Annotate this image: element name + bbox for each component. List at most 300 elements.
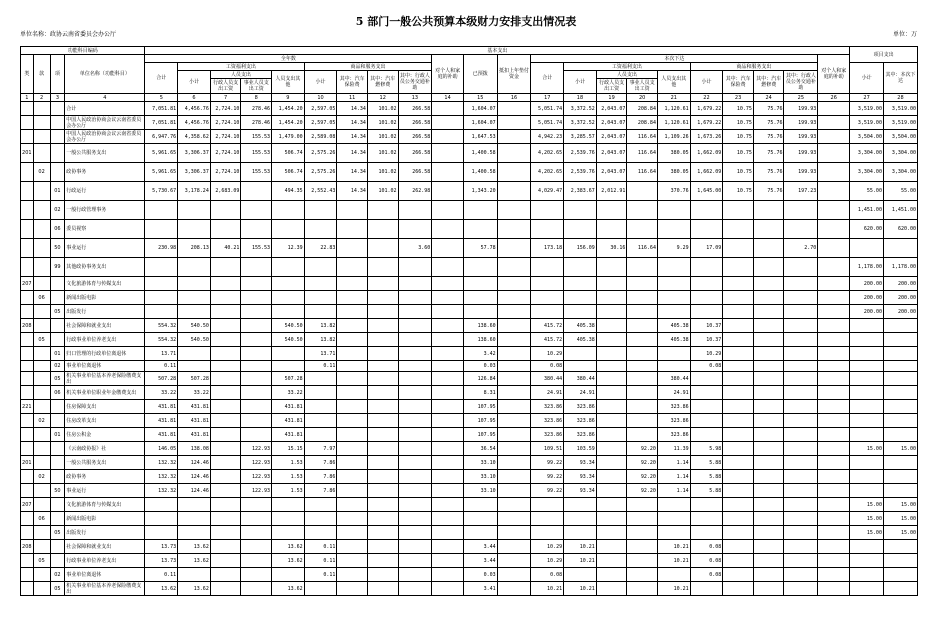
value-cell	[657, 361, 690, 372]
value-cell	[497, 582, 531, 596]
value-cell	[690, 372, 723, 386]
func-code-cell	[33, 201, 50, 220]
column-number: 22	[690, 94, 723, 102]
value-cell	[272, 498, 305, 512]
value-cell	[367, 201, 398, 220]
value-cell	[596, 526, 627, 540]
value-cell	[753, 239, 784, 258]
value-cell: 116.64	[627, 130, 658, 144]
value-cell	[690, 277, 723, 291]
value-cell: 620.00	[883, 220, 917, 239]
value-cell: 1,178.00	[883, 258, 917, 277]
value-cell: 1,662.09	[690, 144, 723, 163]
value-cell	[657, 291, 690, 305]
value-cell	[596, 414, 627, 428]
value-cell	[753, 442, 784, 456]
value-cell	[398, 568, 432, 582]
value-cell: 507.28	[145, 372, 178, 386]
value-cell	[145, 512, 178, 526]
func-code-cell: 201	[21, 144, 34, 163]
value-cell	[627, 540, 658, 554]
value-cell: 40.21	[210, 239, 241, 258]
func-code-cell: 208	[21, 540, 34, 554]
value-cell	[241, 305, 272, 319]
value-cell	[596, 470, 627, 484]
value-cell	[723, 470, 754, 484]
value-cell	[497, 277, 531, 291]
func-code-cell	[21, 442, 34, 456]
value-cell: 494.35	[272, 182, 305, 201]
func-code-cell	[21, 182, 34, 201]
table-row	[21, 258, 918, 277]
value-cell	[178, 512, 211, 526]
value-cell	[723, 554, 754, 568]
value-cell: 323.86	[531, 428, 564, 442]
value-cell	[883, 582, 917, 596]
value-cell	[723, 386, 754, 400]
column-number: 13	[398, 94, 432, 102]
value-cell	[241, 400, 272, 414]
value-cell	[432, 130, 464, 144]
value-cell: 2,724.10	[210, 163, 241, 182]
value-cell	[497, 144, 531, 163]
func-code-cell: 02	[50, 361, 65, 372]
value-cell	[367, 442, 398, 456]
project-header: 项目支出	[850, 47, 918, 63]
func-code-cell: 02	[33, 470, 50, 484]
value-cell: 323.86	[531, 400, 564, 414]
value-cell: 107.95	[463, 428, 497, 442]
value-cell	[463, 291, 497, 305]
value-cell: 3,306.37	[178, 163, 211, 182]
value-cell	[657, 526, 690, 540]
value-cell	[627, 568, 658, 582]
value-cell	[337, 498, 368, 512]
value-cell	[367, 554, 398, 568]
value-cell	[241, 526, 272, 540]
value-cell	[398, 347, 432, 361]
value-cell	[883, 372, 917, 386]
value-cell	[596, 220, 627, 239]
xiang-header: 项	[50, 55, 65, 94]
value-cell	[627, 333, 658, 347]
value-cell	[723, 277, 754, 291]
value-cell	[818, 568, 850, 582]
func-code-cell	[50, 400, 65, 414]
value-cell	[596, 540, 627, 554]
value-cell: 101.02	[367, 144, 398, 163]
value-cell	[627, 400, 658, 414]
func-code-cell	[21, 347, 34, 361]
value-cell	[723, 347, 754, 361]
value-cell	[690, 220, 723, 239]
func-code-cell	[33, 220, 50, 239]
value-cell	[753, 540, 784, 554]
value-cell	[531, 305, 564, 319]
table-row	[21, 116, 918, 130]
value-cell: 3.44	[463, 554, 497, 568]
func-code-cell	[21, 484, 34, 498]
value-cell: 4,029.47	[531, 182, 564, 201]
value-cell	[497, 484, 531, 498]
table-row	[21, 400, 918, 414]
value-cell: 155.53	[241, 144, 272, 163]
table-body	[21, 102, 918, 596]
value-cell	[596, 484, 627, 498]
value-cell: 199.93	[784, 163, 818, 182]
value-cell	[850, 428, 884, 442]
value-cell: 3,504.00	[883, 130, 917, 144]
value-cell: 13.62	[178, 582, 211, 596]
func-code-cell	[33, 347, 50, 361]
value-cell	[883, 428, 917, 442]
value-cell: 155.53	[241, 163, 272, 182]
value-cell	[241, 258, 272, 277]
value-cell	[398, 540, 432, 554]
value-cell	[497, 442, 531, 456]
value-cell: 4,456.76	[178, 116, 211, 130]
value-cell	[432, 540, 464, 554]
value-cell	[784, 582, 818, 596]
value-cell	[432, 386, 464, 400]
table-row	[21, 372, 918, 386]
value-cell	[596, 498, 627, 512]
value-cell	[304, 277, 337, 291]
value-cell	[210, 291, 241, 305]
value-cell: 200.00	[850, 305, 884, 319]
value-cell: 5,961.65	[145, 144, 178, 163]
value-cell: 3,372.52	[564, 102, 597, 116]
value-cell	[531, 258, 564, 277]
row-label: 归口管理的行政单位离退休	[65, 347, 145, 361]
value-cell: 33.22	[272, 386, 305, 400]
value-cell	[367, 456, 398, 470]
value-cell	[690, 400, 723, 414]
value-cell	[497, 428, 531, 442]
value-cell: 107.95	[463, 414, 497, 428]
value-cell	[367, 386, 398, 400]
value-cell: 156.09	[564, 239, 597, 258]
value-cell	[178, 305, 211, 319]
value-cell	[784, 470, 818, 484]
value-cell	[818, 305, 850, 319]
value-cell	[398, 582, 432, 596]
value-cell	[850, 361, 884, 372]
value-cell: 1.14	[657, 484, 690, 498]
func-code-cell	[33, 277, 50, 291]
column-number: 1	[21, 94, 34, 102]
value-cell: 2,589.08	[304, 130, 337, 144]
value-cell	[210, 361, 241, 372]
value-cell	[818, 102, 850, 116]
value-cell: 57.78	[463, 239, 497, 258]
value-cell: 431.81	[145, 400, 178, 414]
value-cell	[241, 568, 272, 582]
value-cell: 3,519.00	[850, 102, 884, 116]
func-code-cell	[50, 333, 65, 347]
value-cell: 1,454.20	[272, 116, 305, 130]
value-cell: 323.86	[531, 414, 564, 428]
value-cell: 15.15	[272, 442, 305, 456]
value-cell: 3,372.52	[564, 116, 597, 130]
value-cell	[753, 400, 784, 414]
value-cell	[784, 319, 818, 333]
value-cell	[432, 372, 464, 386]
func-code-cell	[33, 582, 50, 596]
row-label: 一般公共服务支出	[65, 144, 145, 163]
unit-func-header: 单位名称（功能科目）	[65, 55, 145, 94]
value-cell	[627, 582, 658, 596]
value-cell	[241, 498, 272, 512]
value-cell	[627, 305, 658, 319]
func-code-header: 功能科目编码	[21, 47, 145, 55]
value-cell	[210, 442, 241, 456]
value-cell: 7.86	[304, 484, 337, 498]
value-cell	[531, 512, 564, 526]
row-label: 《云南政协报》社	[65, 442, 145, 456]
admin-traffic-header-2: 其中：行政人员公务交通补助	[784, 71, 818, 94]
func-code-cell	[50, 319, 65, 333]
admin-salary-header: 行政人员支出工资	[210, 79, 241, 94]
value-cell	[690, 414, 723, 428]
value-cell	[564, 201, 597, 220]
value-cell: 3,304.00	[883, 144, 917, 163]
value-cell: 13.82	[304, 319, 337, 333]
value-cell	[564, 220, 597, 239]
value-cell	[784, 512, 818, 526]
value-cell: 1,604.07	[463, 116, 497, 130]
value-cell: 3.41	[463, 582, 497, 596]
value-cell	[497, 400, 531, 414]
admin-traffic-header: 其中：行政人员公务交通补助	[398, 71, 432, 94]
value-cell: 0.11	[304, 554, 337, 568]
value-cell: 1,178.00	[850, 258, 884, 277]
value-cell: 13.71	[145, 347, 178, 361]
value-cell	[398, 319, 432, 333]
value-cell	[398, 442, 432, 456]
value-cell: 33.22	[178, 386, 211, 400]
value-cell: 0.03	[463, 568, 497, 582]
value-cell: 200.00	[850, 277, 884, 291]
value-cell	[627, 512, 658, 526]
value-cell: 101.02	[367, 163, 398, 182]
value-cell: 10.75	[723, 116, 754, 130]
value-cell: 3,178.24	[178, 182, 211, 201]
car-ins-header: 其中：汽车保险费	[337, 71, 368, 94]
value-cell	[463, 201, 497, 220]
value-cell	[432, 582, 464, 596]
column-number: 2	[33, 94, 50, 102]
value-cell: 3,306.37	[178, 144, 211, 163]
value-cell	[241, 347, 272, 361]
value-cell	[564, 277, 597, 291]
value-cell	[690, 512, 723, 526]
car-fuel-header-2: 其中：汽车燃修费	[753, 71, 784, 94]
value-cell	[657, 568, 690, 582]
row-label: 一般行政管理事务	[65, 201, 145, 220]
value-cell: 10.29	[690, 347, 723, 361]
table-row	[21, 319, 918, 333]
value-cell	[596, 333, 627, 347]
value-cell	[210, 386, 241, 400]
value-cell	[367, 319, 398, 333]
value-cell: 2,383.67	[564, 182, 597, 201]
func-code-cell	[33, 498, 50, 512]
value-cell: 7.86	[304, 456, 337, 470]
value-cell: 278.46	[241, 116, 272, 130]
column-number: 19	[596, 94, 627, 102]
value-cell	[272, 512, 305, 526]
family-subsidy-header-2: 对个人和家庭的补助	[818, 55, 850, 94]
func-code-cell	[50, 442, 65, 456]
value-cell: 11.39	[657, 442, 690, 456]
value-cell: 3,519.00	[883, 116, 917, 130]
row-label: 住房保障支出	[65, 400, 145, 414]
value-cell: 10.75	[723, 102, 754, 116]
value-cell	[337, 442, 368, 456]
value-cell	[145, 526, 178, 540]
value-cell	[818, 512, 850, 526]
value-cell	[883, 554, 917, 568]
value-cell	[784, 277, 818, 291]
value-cell	[367, 333, 398, 347]
value-cell: 126.84	[463, 372, 497, 386]
value-cell	[367, 361, 398, 372]
value-cell	[241, 386, 272, 400]
value-cell	[657, 220, 690, 239]
value-cell	[883, 456, 917, 470]
value-cell	[432, 258, 464, 277]
column-number: 23	[723, 94, 754, 102]
value-cell	[596, 386, 627, 400]
value-cell	[564, 512, 597, 526]
value-cell: 155.53	[241, 239, 272, 258]
value-cell: 101.02	[367, 182, 398, 201]
value-cell	[432, 456, 464, 470]
value-cell	[753, 554, 784, 568]
value-cell: 10.29	[531, 554, 564, 568]
value-cell: 431.81	[272, 428, 305, 442]
value-cell: 0.08	[531, 361, 564, 372]
value-cell	[784, 568, 818, 582]
value-cell	[398, 361, 432, 372]
value-cell	[210, 568, 241, 582]
value-cell	[818, 144, 850, 163]
value-cell	[657, 277, 690, 291]
value-cell: 7,051.81	[145, 102, 178, 116]
personnel-header: 人员支出	[210, 71, 271, 79]
value-cell	[723, 512, 754, 526]
goods-subtotal-header-2: 小计	[690, 71, 723, 94]
value-cell: 14.34	[337, 102, 368, 116]
row-label: 住房改革支出	[65, 414, 145, 428]
value-cell	[241, 554, 272, 568]
column-number: 3	[50, 94, 65, 102]
subtotal-header: 小计	[178, 71, 211, 94]
value-cell	[398, 201, 432, 220]
value-cell: 93.34	[564, 470, 597, 484]
value-cell: 10.29	[531, 347, 564, 361]
value-cell	[367, 305, 398, 319]
value-cell	[818, 554, 850, 568]
salary-header-2: 工资福利支出	[564, 63, 691, 71]
value-cell: 5.98	[690, 442, 723, 456]
value-cell	[753, 372, 784, 386]
value-cell	[657, 498, 690, 512]
func-code-cell	[33, 540, 50, 554]
table-row	[21, 484, 918, 498]
value-cell	[367, 220, 398, 239]
value-cell	[883, 400, 917, 414]
value-cell	[883, 484, 917, 498]
value-cell	[497, 470, 531, 484]
value-cell: 208.84	[627, 102, 658, 116]
value-cell	[596, 554, 627, 568]
func-code-cell	[50, 277, 65, 291]
value-cell: 13.62	[272, 582, 305, 596]
value-cell	[564, 347, 597, 361]
column-number: 6	[178, 94, 211, 102]
value-cell	[398, 372, 432, 386]
value-cell	[723, 526, 754, 540]
value-cell	[432, 526, 464, 540]
value-cell	[432, 400, 464, 414]
value-cell	[753, 220, 784, 239]
value-cell	[723, 414, 754, 428]
func-code-cell	[21, 526, 34, 540]
value-cell: 146.05	[145, 442, 178, 456]
value-cell	[432, 554, 464, 568]
value-cell: 15.00	[883, 512, 917, 526]
inst-salary-header-2: 事业人员支出工资	[627, 79, 658, 94]
value-cell	[367, 347, 398, 361]
value-cell	[210, 220, 241, 239]
value-cell	[145, 291, 178, 305]
func-code-cell	[21, 512, 34, 526]
value-cell: 1,679.22	[690, 102, 723, 116]
value-cell	[432, 305, 464, 319]
value-cell: 14.34	[337, 144, 368, 163]
func-code-cell: 05	[50, 526, 65, 540]
value-cell	[145, 258, 178, 277]
value-cell	[753, 333, 784, 347]
value-cell	[337, 277, 368, 291]
value-cell	[497, 554, 531, 568]
func-code-cell	[21, 428, 34, 442]
value-cell	[178, 220, 211, 239]
value-cell	[210, 456, 241, 470]
value-cell: 2,724.10	[210, 144, 241, 163]
unit-name: 单位名称：政协云南省委员会办公厅	[20, 31, 117, 38]
kuan2-header: 款	[33, 55, 50, 94]
value-cell: 0.11	[304, 540, 337, 554]
value-cell	[784, 361, 818, 372]
value-cell: 2,724.10	[210, 130, 241, 144]
func-code-cell	[21, 554, 34, 568]
func-code-cell	[21, 220, 34, 239]
value-cell	[337, 470, 368, 484]
value-cell	[723, 220, 754, 239]
value-cell	[753, 258, 784, 277]
value-cell	[432, 201, 464, 220]
value-cell: 1,647.53	[463, 130, 497, 144]
value-cell	[210, 400, 241, 414]
column-number: 11	[337, 94, 368, 102]
value-cell: 33.22	[145, 386, 178, 400]
value-cell	[657, 347, 690, 361]
value-cell: 24.91	[531, 386, 564, 400]
table-row	[21, 512, 918, 526]
